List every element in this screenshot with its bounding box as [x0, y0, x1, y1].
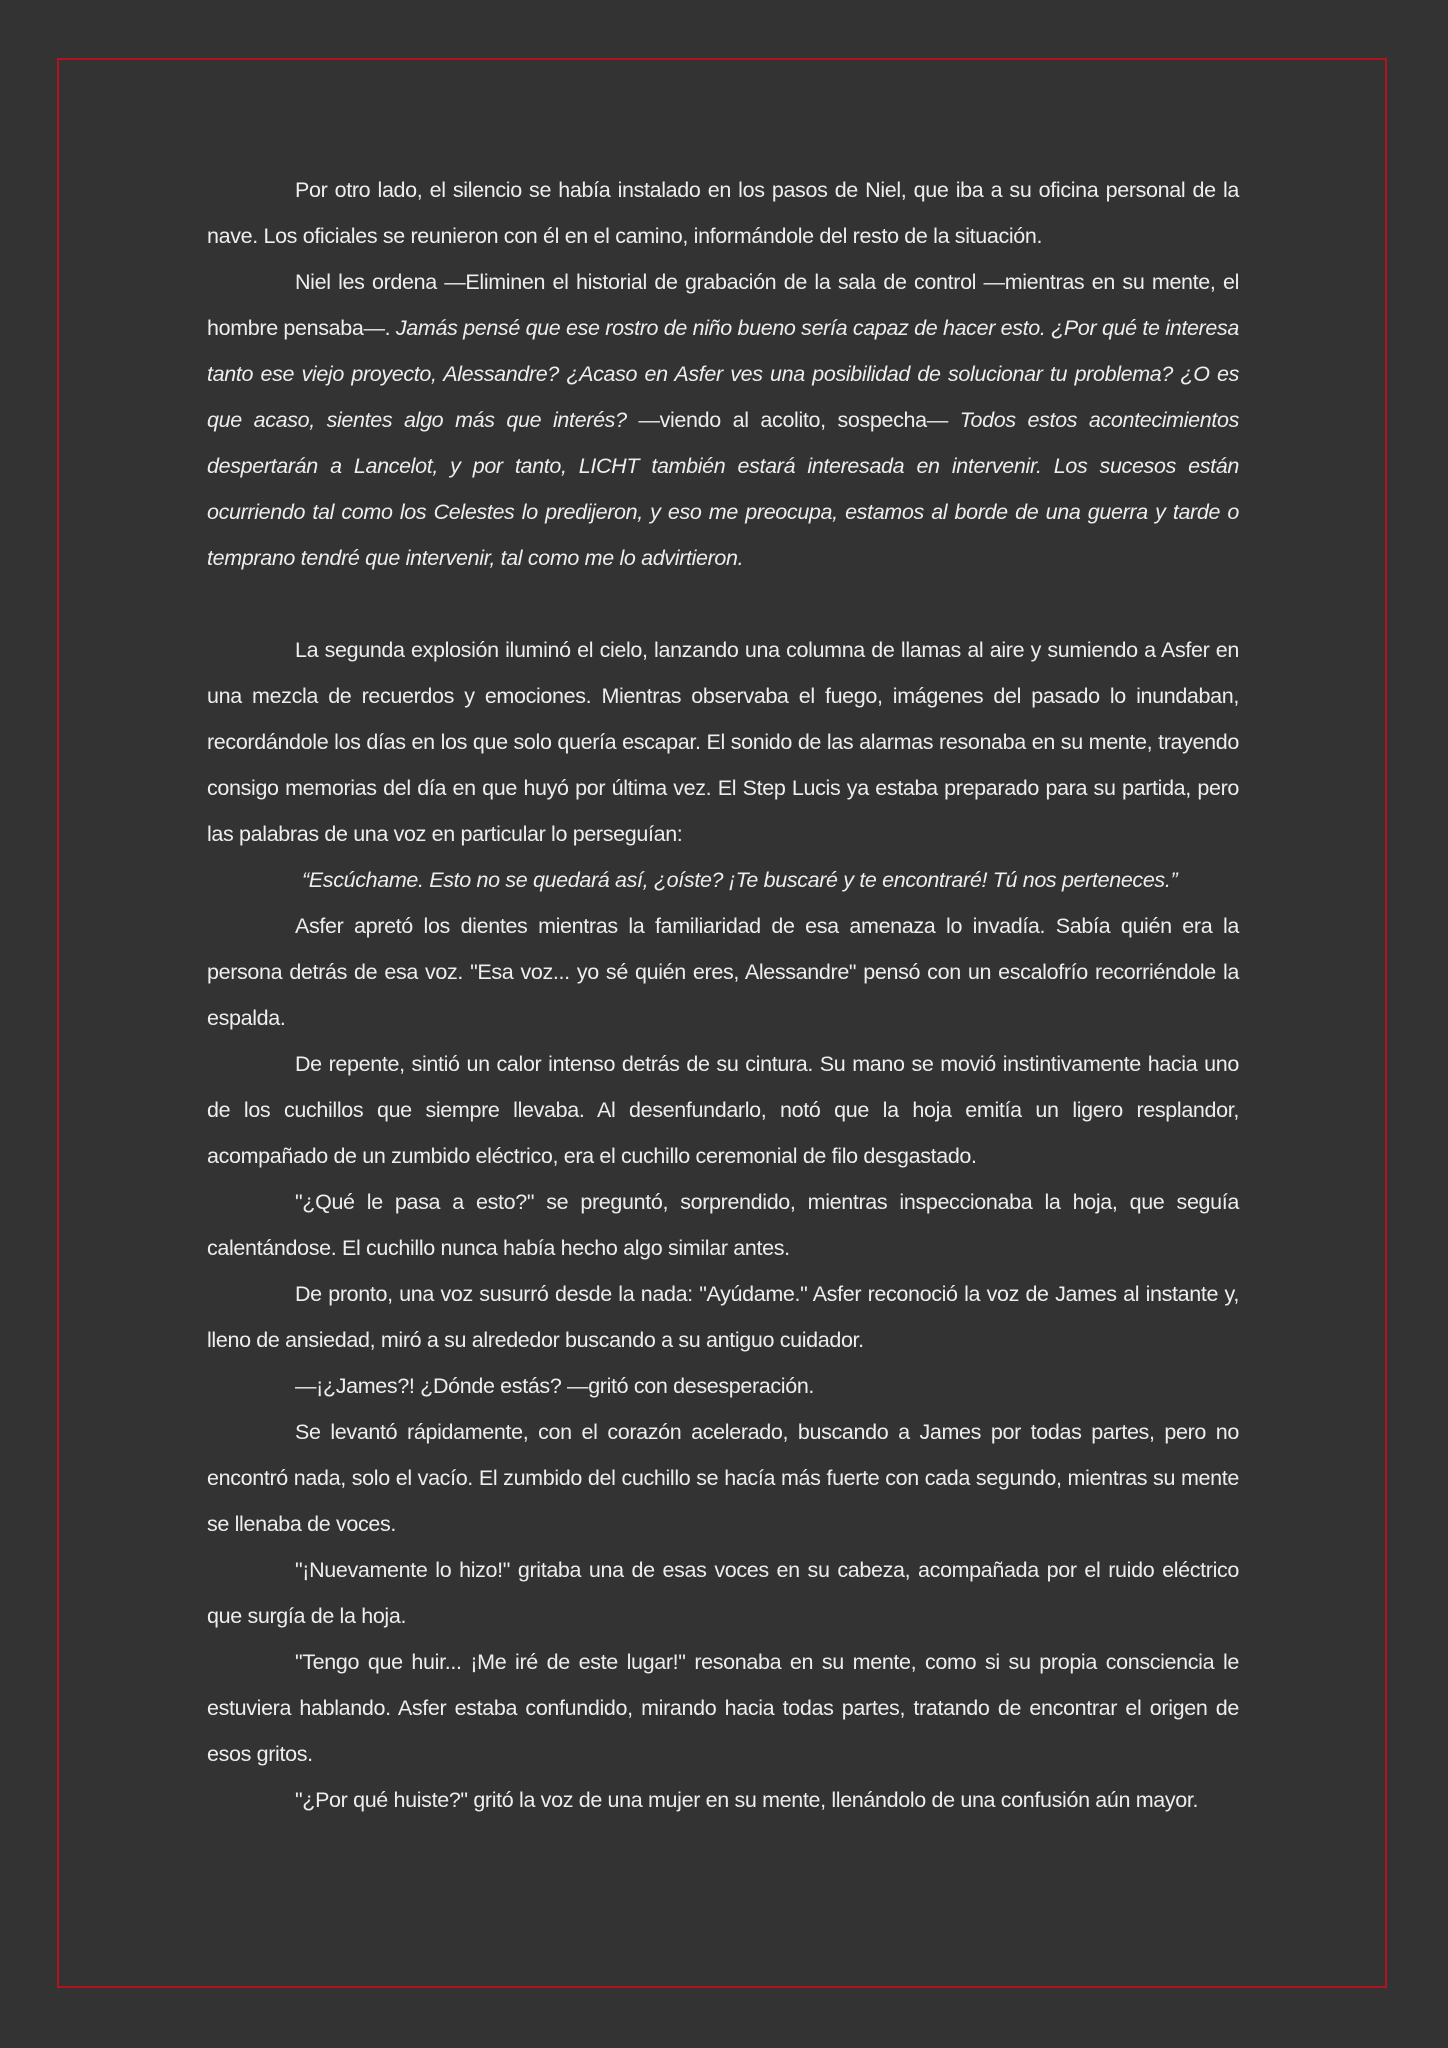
paragraph-8: —¡¿James?! ¿Dónde estás? —gritó con desesperación. [295, 1374, 815, 1398]
paragraph-7: De pronto, una voz susurró desde la nada: "Ayúdame." Asfer reconoció la voz de James al instante y, lleno de ansiedad, miró a su alrededor buscando a su antiguo cuidador. [207, 1282, 1239, 1352]
remembered-quote: “Escúchame. Esto no se quedará así, ¿oíste? ¡Te buscaré y te encontraré! Tú nos perteneces.” [302, 868, 1178, 892]
paragraph-3: La segunda explosión iluminó el cielo, lanzando una columna de llamas al aire y sumiendo a Asfer en una mezcla de recuerdos y emociones. Mientras observaba el fuego, imágenes del pasado lo inundaban, recordándole los días en los que solo quería escapar. El sonido de las alarmas resonaba en su mente, trayendo consigo memorias del día en que huyó por última vez. El Step Lucis ya estaba preparado para su partida, pero las palabras de una voz en particular lo perseguían: [207, 638, 1239, 846]
paragraph-10: "¡Nuevamente lo hizo!" gritaba una de esas voces en su cabeza, acompañada por el ruido eléctrico que surgía de la hoja. [207, 1558, 1239, 1628]
section-break [207, 581, 1239, 627]
paragraph-12: "¿Por qué huiste?" gritó la voz de una mujer en su mente, llenándolo de una confusión aún mayor. [295, 1788, 1199, 1812]
narration: Niel les ordena —Eliminen el historial de grabación de la sala de control —mientras en su mente, el hombre pensaba—. [207, 270, 1239, 340]
story-text [207, 167, 1239, 1823]
paragraph-5: De repente, sintió un calor intenso detrás de su cintura. Su mano se movió instintivamente hacia uno de los cuchillos que siempre llevaba. Al desenfundarlo, notó que la hoja emitía un ligero resplandor, acompañado de un zumbido eléctrico, era el cuchillo ceremonial de filo desgastado. [207, 1052, 1239, 1168]
inner-thought: Todos estos acontecimientos despertarán a Lancelot, y por tanto, LICHT también estará interesada en intervenir. Los sucesos están ocurriendo tal como los Celestes lo predijeron, y eso me preocupa, estamos al borde de una guerra y tarde o temprano tendré que intervenir, tal como me lo advirtieron. [207, 408, 1240, 570]
paragraph-9: Se levantó rápidamente, con el corazón acelerado, buscando a James por todas partes, pero no encontró nada, solo el vacío. El zumbido del cuchillo se hacía más fuerte con cada segundo, mientras su mente se llenaba de voces. [207, 1420, 1239, 1536]
inner-thought: Jamás pensé que ese rostro de niño bueno sería capaz de hacer esto. ¿Por qué te interesa tanto ese viejo proyecto, Alessandre? ¿Acaso en Asfer ves una posibilidad de solucionar tu problema? ¿O es que acaso, sientes algo más que interés? [207, 316, 1239, 432]
narration: —viendo al acolito, sospecha— [626, 408, 960, 432]
paragraph-11: "Tengo que huir... ¡Me iré de este lugar!" resonaba en su mente, como si su propia consciencia le estuviera hablando. Asfer estaba confundido, mirando hacia todas partes, tratando de encontrar el origen de esos gritos. [207, 1650, 1239, 1766]
paragraph-1: Por otro lado, el silencio se había instalado en los pasos de Niel, que iba a su oficina personal de la nave. Los oficiales se reunieron con él en el camino, informándole del resto de la situación. [207, 178, 1239, 248]
paragraph-6: "¿Qué le pasa a esto?" se preguntó, sorprendido, mientras inspeccionaba la hoja, que seguía calentándose. El cuchillo nunca había hecho algo similar antes. [207, 1190, 1239, 1260]
paragraph-4: Asfer apretó los dientes mientras la familiaridad de esa amenaza lo invadía. Sabía quién era la persona detrás de esa voz. "Esa voz... yo sé quién eres, Alessandre" pensó con un escalofrío recorriéndole la espalda. [207, 914, 1239, 1030]
paragraph-2 [207, 259, 1239, 581]
